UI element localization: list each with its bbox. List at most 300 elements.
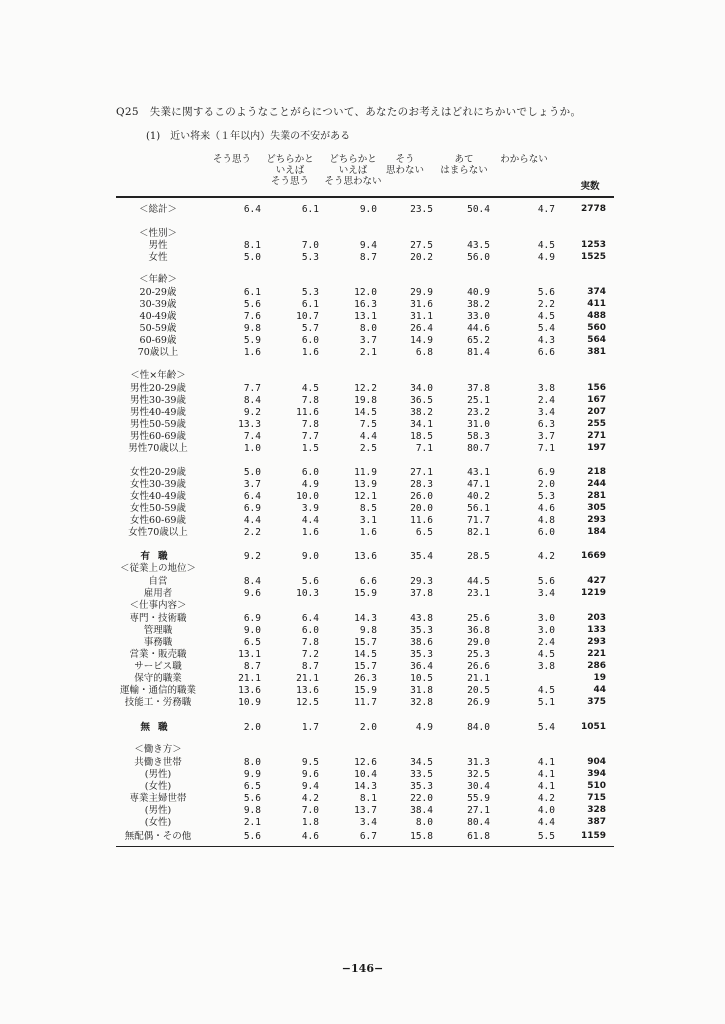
percent-cell: 5.7 — [301, 323, 319, 334]
percent-cell: 2.4 — [537, 637, 555, 648]
percent-cell: 7.8 — [301, 419, 319, 430]
percent-cell: 7.0 — [301, 805, 319, 816]
percent-cell: 2.0 — [243, 722, 261, 733]
percent-cell: 81.4 — [467, 347, 490, 358]
percent-cell: 8.0 — [359, 323, 377, 334]
header-dont-know: わからない — [500, 154, 548, 165]
percent-cell: 5.3 — [537, 491, 555, 502]
table-row — [0, 588, 725, 599]
count-cell: 1051 — [580, 722, 606, 732]
percent-cell: 38.2 — [410, 407, 433, 418]
percent-cell: 12.0 — [354, 287, 377, 298]
percent-cell: 4.9 — [415, 722, 433, 733]
table-row — [0, 370, 725, 381]
percent-cell: 9.0 — [243, 625, 261, 636]
count-cell: 184 — [587, 527, 606, 537]
percent-cell: 11.6 — [296, 407, 319, 418]
count-cell: 1219 — [580, 588, 606, 598]
percent-cell: 7.8 — [301, 395, 319, 406]
header-somewhat-disagree: どちらかと いえば そう思わない — [324, 154, 382, 187]
percent-cell: 38.4 — [410, 805, 433, 816]
row-label: 男性60-69歳 — [130, 431, 186, 442]
percent-cell: 15.7 — [354, 637, 377, 648]
percent-cell: 7.5 — [359, 419, 377, 430]
count-cell: 564 — [587, 335, 606, 345]
count-cell: 293 — [587, 637, 606, 647]
row-label: (女性) — [144, 781, 172, 792]
percent-cell: 2.2 — [537, 299, 555, 310]
row-label: 30-39歳 — [139, 299, 177, 310]
percent-cell: 7.2 — [301, 649, 319, 660]
percent-cell: 6.7 — [359, 831, 377, 842]
percent-cell: 6.8 — [415, 347, 433, 358]
percent-cell: 6.0 — [301, 335, 319, 346]
percent-cell: 28.3 — [410, 479, 433, 490]
percent-cell: 80.7 — [467, 443, 490, 454]
count-cell: 218 — [587, 467, 606, 477]
percent-cell: 4.5 — [537, 311, 555, 322]
table-top-rule — [116, 196, 614, 198]
row-label: 40-49歳 — [139, 311, 177, 322]
percent-cell: 38.2 — [467, 299, 490, 310]
row-label: ＜従業上の地位＞ — [119, 563, 196, 574]
count-cell: 1525 — [580, 252, 606, 262]
percent-cell: 9.4 — [359, 240, 377, 251]
row-label: 女性60-69歳 — [130, 515, 186, 526]
percent-cell: 3.8 — [537, 383, 555, 394]
percent-cell: 21.1 — [238, 673, 261, 684]
percent-cell: 13.6 — [238, 685, 261, 696]
percent-cell: 26.3 — [354, 673, 377, 684]
percent-cell: 3.8 — [537, 661, 555, 672]
percent-cell: 20.2 — [410, 252, 433, 263]
row-label: 男性70歳以上 — [128, 443, 188, 454]
percent-cell: 80.4 — [467, 817, 490, 828]
percent-cell: 8.1 — [243, 240, 261, 251]
percent-cell: 15.9 — [354, 588, 377, 599]
table-row — [0, 637, 725, 648]
percent-cell: 20.5 — [467, 685, 490, 696]
percent-cell: 5.1 — [537, 697, 555, 708]
table-row — [0, 419, 725, 430]
row-label: 雇用者 — [143, 588, 173, 599]
percent-cell: 14.3 — [354, 613, 377, 624]
percent-cell: 4.5 — [537, 240, 555, 251]
percent-cell: 6.0 — [537, 527, 555, 538]
percent-cell: 37.8 — [467, 383, 490, 394]
percent-cell: 9.0 — [301, 551, 319, 562]
table-row — [0, 613, 725, 624]
percent-cell: 2.4 — [537, 395, 555, 406]
table-row — [0, 625, 725, 636]
count-cell: 207 — [587, 407, 606, 417]
percent-cell: 29.0 — [467, 637, 490, 648]
header-somewhat-agree: どちらかと いえば そう思う — [266, 154, 314, 187]
percent-cell: 4.9 — [301, 479, 319, 490]
table-row — [0, 805, 725, 816]
row-label: 自営 — [148, 576, 168, 587]
percent-cell: 36.8 — [467, 625, 490, 636]
row-label: ＜性×年齢＞ — [130, 370, 186, 381]
percent-cell: 4.1 — [537, 769, 555, 780]
percent-cell: 5.3 — [301, 252, 319, 263]
percent-cell: 35.3 — [410, 649, 433, 660]
percent-cell: 15.9 — [354, 685, 377, 696]
count-cell: 44 — [593, 685, 606, 695]
percent-cell: 16.3 — [354, 299, 377, 310]
percent-cell: 5.4 — [537, 722, 555, 733]
count-cell: 255 — [587, 419, 606, 429]
percent-cell: 6.4 — [243, 204, 261, 215]
percent-cell: 6.5 — [243, 781, 261, 792]
percent-cell: 4.4 — [243, 515, 261, 526]
percent-cell: 6.5 — [415, 527, 433, 538]
row-label: 70歳以上 — [137, 347, 179, 358]
percent-cell: 65.2 — [467, 335, 490, 346]
percent-cell: 31.8 — [410, 685, 433, 696]
header-agree: そう思う — [212, 154, 251, 165]
percent-cell: 8.7 — [301, 661, 319, 672]
percent-cell: 7.8 — [301, 637, 319, 648]
row-label: 女性70歳以上 — [128, 527, 188, 538]
percent-cell: 27.5 — [410, 240, 433, 251]
percent-cell: 58.3 — [467, 431, 490, 442]
percent-cell: 4.4 — [359, 431, 377, 442]
percent-cell: 25.3 — [467, 649, 490, 660]
percent-cell: 7.0 — [301, 240, 319, 251]
percent-cell: 43.1 — [467, 467, 490, 478]
percent-cell: 4.6 — [301, 831, 319, 842]
percent-cell: 34.5 — [410, 757, 433, 768]
percent-cell: 6.9 — [537, 467, 555, 478]
row-label: 男性20-29歳 — [130, 383, 186, 394]
percent-cell: 6.1 — [243, 287, 261, 298]
table-row — [0, 240, 725, 251]
table-row — [0, 576, 725, 587]
row-label: 保守的職業 — [134, 673, 182, 684]
row-label: 女性50-59歳 — [130, 503, 186, 514]
percent-cell: 6.0 — [301, 467, 319, 478]
count-cell: 488 — [587, 311, 606, 321]
table-row — [0, 503, 725, 514]
percent-cell: 1.6 — [301, 527, 319, 538]
percent-cell: 32.8 — [410, 697, 433, 708]
percent-cell: 5.5 — [537, 831, 555, 842]
percent-cell: 9.2 — [243, 407, 261, 418]
table-row — [0, 443, 725, 454]
percent-cell: 8.7 — [359, 252, 377, 263]
percent-cell: 6.1 — [301, 204, 319, 215]
percent-cell: 31.0 — [467, 419, 490, 430]
table-row — [0, 395, 725, 406]
percent-cell: 4.6 — [537, 503, 555, 514]
percent-cell: 43.5 — [467, 240, 490, 251]
percent-cell: 2.2 — [243, 527, 261, 538]
percent-cell: 1.7 — [301, 722, 319, 733]
header-not-applicable: あて はまらない — [440, 154, 488, 176]
percent-cell: 3.9 — [301, 503, 319, 514]
table-row — [0, 673, 725, 684]
table-row — [0, 697, 725, 708]
percent-cell: 13.1 — [238, 649, 261, 660]
percent-cell: 2.0 — [537, 479, 555, 490]
row-label: 女性40-49歳 — [130, 491, 186, 502]
count-cell: 374 — [587, 287, 606, 297]
count-cell: 411 — [587, 299, 606, 309]
percent-cell: 61.8 — [467, 831, 490, 842]
table-row — [0, 527, 725, 538]
table-row — [0, 831, 725, 842]
percent-cell: 26.4 — [410, 323, 433, 334]
percent-cell: 6.3 — [537, 419, 555, 430]
percent-cell: 9.0 — [359, 204, 377, 215]
percent-cell: 4.9 — [537, 252, 555, 263]
header-disagree: そう 思わない — [385, 154, 424, 176]
row-label: ＜年齢＞ — [138, 274, 177, 285]
percent-cell: 35.4 — [410, 551, 433, 562]
percent-cell: 7.4 — [243, 431, 261, 442]
percent-cell: 8.0 — [415, 817, 433, 828]
count-cell: 375 — [587, 697, 606, 707]
table-row — [0, 817, 725, 828]
percent-cell: 13.7 — [354, 805, 377, 816]
row-label: 60-69歳 — [139, 335, 177, 346]
percent-cell: 11.6 — [410, 515, 433, 526]
percent-cell: 6.4 — [301, 613, 319, 624]
count-cell: 560 — [587, 323, 606, 333]
count-cell: 167 — [587, 395, 606, 405]
percent-cell: 7.7 — [301, 431, 319, 442]
row-label: 運輸・通信的職業 — [119, 685, 196, 696]
percent-cell: 50.4 — [467, 204, 490, 215]
percent-cell: 10.4 — [354, 769, 377, 780]
percent-cell: 10.3 — [296, 588, 319, 599]
row-label: 専業主婦世帯 — [129, 793, 187, 804]
percent-cell: 6.6 — [359, 576, 377, 587]
percent-cell: 25.1 — [467, 395, 490, 406]
row-label: 男性40-49歳 — [130, 407, 186, 418]
percent-cell: 14.9 — [410, 335, 433, 346]
table-row — [0, 491, 725, 502]
percent-cell: 34.0 — [410, 383, 433, 394]
count-cell: 281 — [587, 491, 606, 501]
percent-cell: 8.5 — [359, 503, 377, 514]
percent-cell: 8.1 — [359, 793, 377, 804]
percent-cell: 4.7 — [537, 204, 555, 215]
percent-cell: 7.6 — [243, 311, 261, 322]
count-cell: 427 — [587, 576, 606, 586]
percent-cell: 27.1 — [467, 805, 490, 816]
percent-cell: 23.5 — [410, 204, 433, 215]
percent-cell: 10.7 — [296, 311, 319, 322]
percent-cell: 1.0 — [243, 443, 261, 454]
percent-cell: 19.8 — [354, 395, 377, 406]
percent-cell: 6.1 — [301, 299, 319, 310]
table-row — [0, 757, 725, 768]
count-cell: 271 — [587, 431, 606, 441]
percent-cell: 5.6 — [243, 793, 261, 804]
count-cell: 1159 — [580, 831, 606, 841]
percent-cell: 21.1 — [296, 673, 319, 684]
percent-cell: 35.3 — [410, 781, 433, 792]
percent-cell: 9.9 — [243, 769, 261, 780]
row-label: 男性 — [148, 240, 168, 251]
percent-cell: 34.1 — [410, 419, 433, 430]
row-label: 男性50-59歳 — [130, 419, 186, 430]
percent-cell: 13.1 — [354, 311, 377, 322]
percent-cell: 71.7 — [467, 515, 490, 526]
percent-cell: 56.1 — [467, 503, 490, 514]
percent-cell: 38.6 — [410, 637, 433, 648]
percent-cell: 4.8 — [537, 515, 555, 526]
percent-cell: 12.2 — [354, 383, 377, 394]
percent-cell: 2.1 — [243, 817, 261, 828]
table-row — [0, 769, 725, 780]
row-label: 50-59歳 — [139, 323, 177, 334]
percent-cell: 8.4 — [243, 395, 261, 406]
row-label: ＜性別＞ — [138, 228, 177, 239]
percent-cell: 14.5 — [354, 407, 377, 418]
row-label: 技能工・労務職 — [124, 697, 192, 708]
percent-cell: 43.8 — [410, 613, 433, 624]
table-row — [0, 722, 725, 733]
table-row — [0, 204, 725, 215]
percent-cell: 5.0 — [243, 467, 261, 478]
table-row — [0, 287, 725, 298]
percent-cell: 7.1 — [415, 443, 433, 454]
table-row — [0, 299, 725, 310]
table-row — [0, 274, 725, 285]
table-row — [0, 600, 725, 611]
percent-cell: 4.1 — [537, 781, 555, 792]
percent-cell: 13.3 — [238, 419, 261, 430]
percent-cell: 9.2 — [243, 551, 261, 562]
percent-cell: 6.0 — [301, 625, 319, 636]
percent-cell: 10.0 — [296, 491, 319, 502]
table-row — [0, 479, 725, 490]
row-label: 無配偶・その他 — [124, 831, 192, 842]
percent-cell: 8.4 — [243, 576, 261, 587]
percent-cell: 9.6 — [243, 588, 261, 599]
count-cell: 293 — [587, 515, 606, 525]
percent-cell: 23.2 — [467, 407, 490, 418]
percent-cell: 5.6 — [243, 831, 261, 842]
count-cell: 715 — [587, 793, 606, 803]
percent-cell: 5.9 — [243, 335, 261, 346]
table-row — [0, 515, 725, 526]
percent-cell: 4.2 — [537, 551, 555, 562]
table-row — [0, 661, 725, 672]
percent-cell: 3.7 — [537, 431, 555, 442]
row-label: (女性) — [144, 817, 172, 828]
table-row — [0, 563, 725, 574]
percent-cell: 5.6 — [301, 576, 319, 587]
percent-cell: 44.5 — [467, 576, 490, 587]
percent-cell: 20.0 — [410, 503, 433, 514]
percent-cell: 2.1 — [359, 347, 377, 358]
percent-cell: 30.4 — [467, 781, 490, 792]
percent-cell: 6.4 — [243, 491, 261, 502]
percent-cell: 13.6 — [354, 551, 377, 562]
percent-cell: 6.6 — [537, 347, 555, 358]
percent-cell: 4.3 — [537, 335, 555, 346]
count-cell: 244 — [587, 479, 606, 489]
percent-cell: 31.3 — [467, 757, 490, 768]
percent-cell: 1.6 — [359, 527, 377, 538]
row-label: ＜仕事内容＞ — [129, 600, 187, 611]
percent-cell: 14.5 — [354, 649, 377, 660]
count-cell: 19 — [593, 673, 606, 683]
row-label: ＜総計＞ — [138, 204, 177, 215]
percent-cell: 5.6 — [537, 287, 555, 298]
percent-cell: 84.0 — [467, 722, 490, 733]
count-cell: 197 — [587, 443, 606, 453]
table-row — [0, 335, 725, 346]
percent-cell: 26.9 — [467, 697, 490, 708]
percent-cell: 12.6 — [354, 757, 377, 768]
percent-cell: 12.5 — [296, 697, 319, 708]
percent-cell: 6.9 — [243, 613, 261, 624]
row-label: 専門・技術職 — [129, 613, 187, 624]
percent-cell: 3.0 — [537, 613, 555, 624]
percent-cell: 13.9 — [354, 479, 377, 490]
percent-cell: 6.5 — [243, 637, 261, 648]
count-cell: 156 — [587, 383, 606, 393]
row-label: (男性) — [144, 805, 172, 816]
percent-cell: 7.7 — [243, 383, 261, 394]
count-cell: 203 — [587, 613, 606, 623]
count-cell: 510 — [587, 781, 606, 791]
percent-cell: 4.5 — [301, 383, 319, 394]
count-cell: 305 — [587, 503, 606, 513]
percent-cell: 22.0 — [410, 793, 433, 804]
percent-cell: 10.5 — [410, 673, 433, 684]
percent-cell: 1.6 — [301, 347, 319, 358]
percent-cell: 23.1 — [467, 588, 490, 599]
table-row — [0, 407, 725, 418]
percent-cell: 33.0 — [467, 311, 490, 322]
count-cell: 381 — [587, 347, 606, 357]
table-row — [0, 744, 725, 755]
subquestion-text: (1) 近い将来（１年以内）失業の不安がある — [146, 131, 351, 142]
count-cell: 286 — [587, 661, 606, 671]
percent-cell: 2.5 — [359, 443, 377, 454]
percent-cell: 27.1 — [410, 467, 433, 478]
percent-cell: 14.3 — [354, 781, 377, 792]
percent-cell: 26.6 — [467, 661, 490, 672]
percent-cell: 8.7 — [243, 661, 261, 672]
table-row — [0, 781, 725, 792]
percent-cell: 18.5 — [410, 431, 433, 442]
percent-cell: 5.6 — [243, 299, 261, 310]
page-number: −146− — [341, 962, 384, 975]
percent-cell: 56.0 — [467, 252, 490, 263]
table-row — [0, 649, 725, 660]
percent-cell: 12.1 — [354, 491, 377, 502]
row-label: 無職 — [140, 722, 176, 733]
table-row — [0, 323, 725, 334]
percent-cell: 4.4 — [537, 817, 555, 828]
table-row — [0, 252, 725, 263]
percent-cell: 36.4 — [410, 661, 433, 672]
row-label: 営業・販売職 — [129, 649, 187, 660]
percent-cell: 33.5 — [410, 769, 433, 780]
percent-cell: 9.8 — [359, 625, 377, 636]
table-bottom-rule — [116, 846, 614, 847]
row-label: 女性20-29歳 — [130, 467, 186, 478]
table-row — [0, 685, 725, 696]
percent-cell: 82.1 — [467, 527, 490, 538]
